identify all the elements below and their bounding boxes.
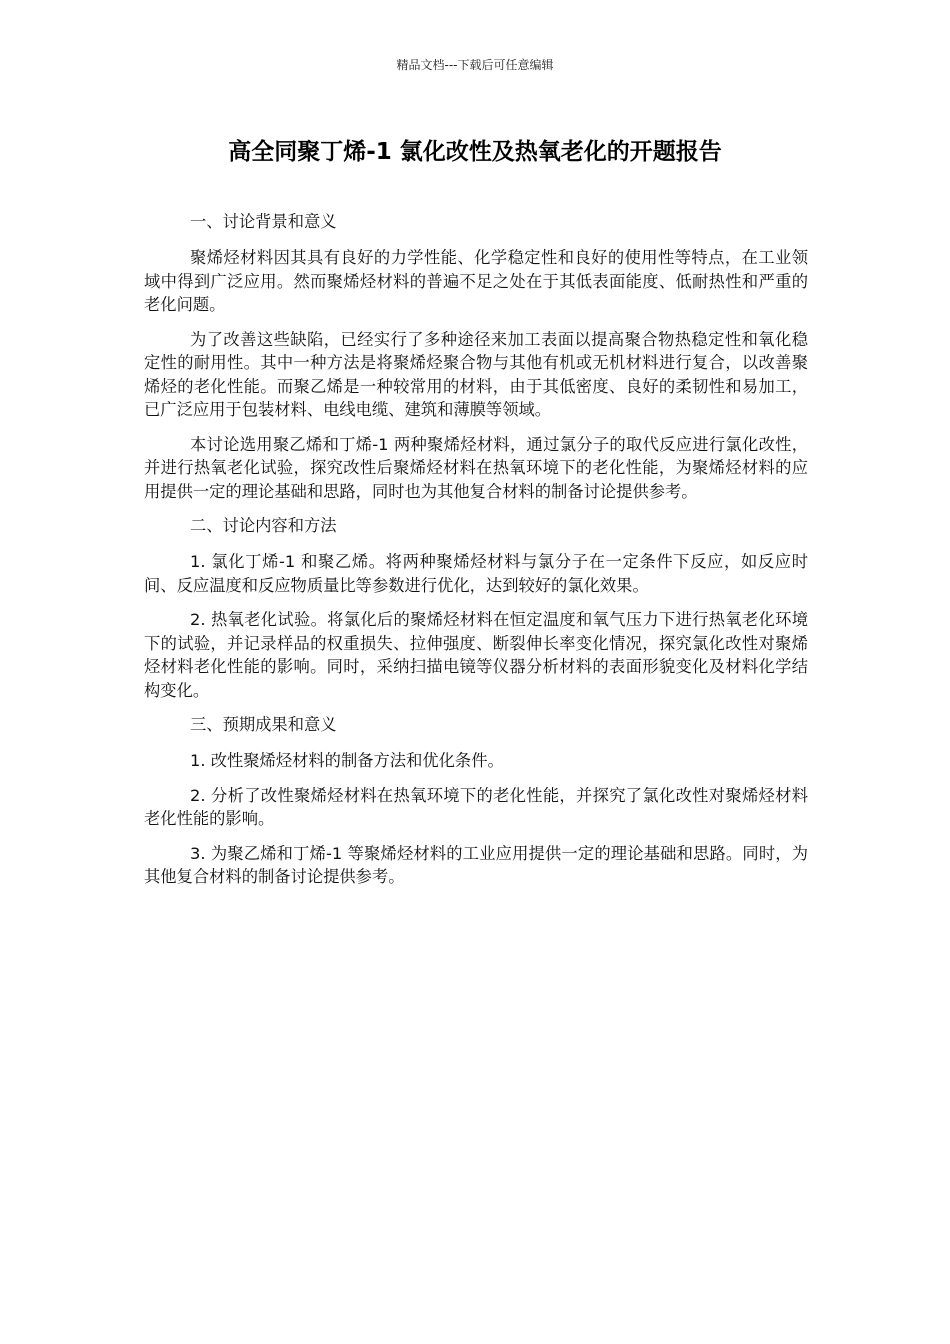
- section-heading-expected-results: 三、预期成果和意义: [190, 715, 337, 734]
- header-note: 精品文档---下载后可任意编辑: [396, 58, 554, 72]
- paragraph: 1. 改性聚烯烃材料的制备方法和优化条件。: [190, 751, 504, 770]
- paragraph: 2. 分析了改性聚烯烃材料在热氧环境下的老化性能，并探究了氯化改性对聚烯烃材料老化性能的影响。: [144, 785, 808, 828]
- paragraph: 聚烯烃材料因其具有良好的力学性能、化学稳定性和良好的使用性等特点，在工业领域中得到广泛应用。然而聚烯烃材料的普遍不足之处在于其低表面能度、低耐热性和严重的老化问题。: [144, 248, 808, 314]
- paragraph: 2. 热氧老化试验。将氯化后的聚烯烃材料在恒定温度和氧气压力下进行热氧老化环境下的试验，并记录样品的权重损失、拉伸强度、断裂伸长率变化情况，探究氯化改性对聚烯烃材料老化性能的影响。同时，采纳扫描电镜等仪器分析材料的表面形貌变化及材料化学结构变化。: [144, 610, 808, 700]
- section-heading-background: 一、讨论背景和意义: [190, 212, 337, 231]
- paragraph: 1. 氯化丁烯-1 和聚乙烯。将两种聚烯烃材料与氯分子在一定条件下反应，如反应时间、反应温度和反应物质量比等参数进行优化，达到较好的氯化效果。: [144, 552, 808, 595]
- paragraph: 本讨论选用聚乙烯和丁烯-1 两种聚烯烃材料，通过氯分子的取代反应进行氯化改性，并进行热氧老化试验，探究改性后聚烯烃材料在热氧环境下的老化性能，为聚烯烃材料的应用提供一定的理论基础和思路，同时也为其他复合材料的制备讨论提供参考。: [144, 434, 808, 501]
- document-body: [144, 210, 808, 900]
- paragraph: 3. 为聚乙烯和丁烯-1 等聚烯烃材料的工业应用提供一定的理论基础和思路。同时，为其他复合材料的制备讨论提供参考。: [144, 843, 808, 886]
- document-title: 高全同聚丁烯-1 氯化改性及热氧老化的开题报告: [228, 139, 722, 165]
- section-heading-methods: 二、讨论内容和方法: [190, 516, 337, 535]
- paragraph: 为了改善这些缺陷，已经实行了多种途径来加工表面以提高聚合物热稳定性和氧化稳定性的耐用性。其中一种方法是将聚烯烃聚合物与其他有机或无机材料进行复合，以改善聚烯烃的老化性能。而聚乙烯是一种较常用的材料，由于其低密度、良好的柔韧性和易加工，已广泛应用于包装材料、电线电缆、建筑和薄膜等领域。: [144, 329, 808, 419]
